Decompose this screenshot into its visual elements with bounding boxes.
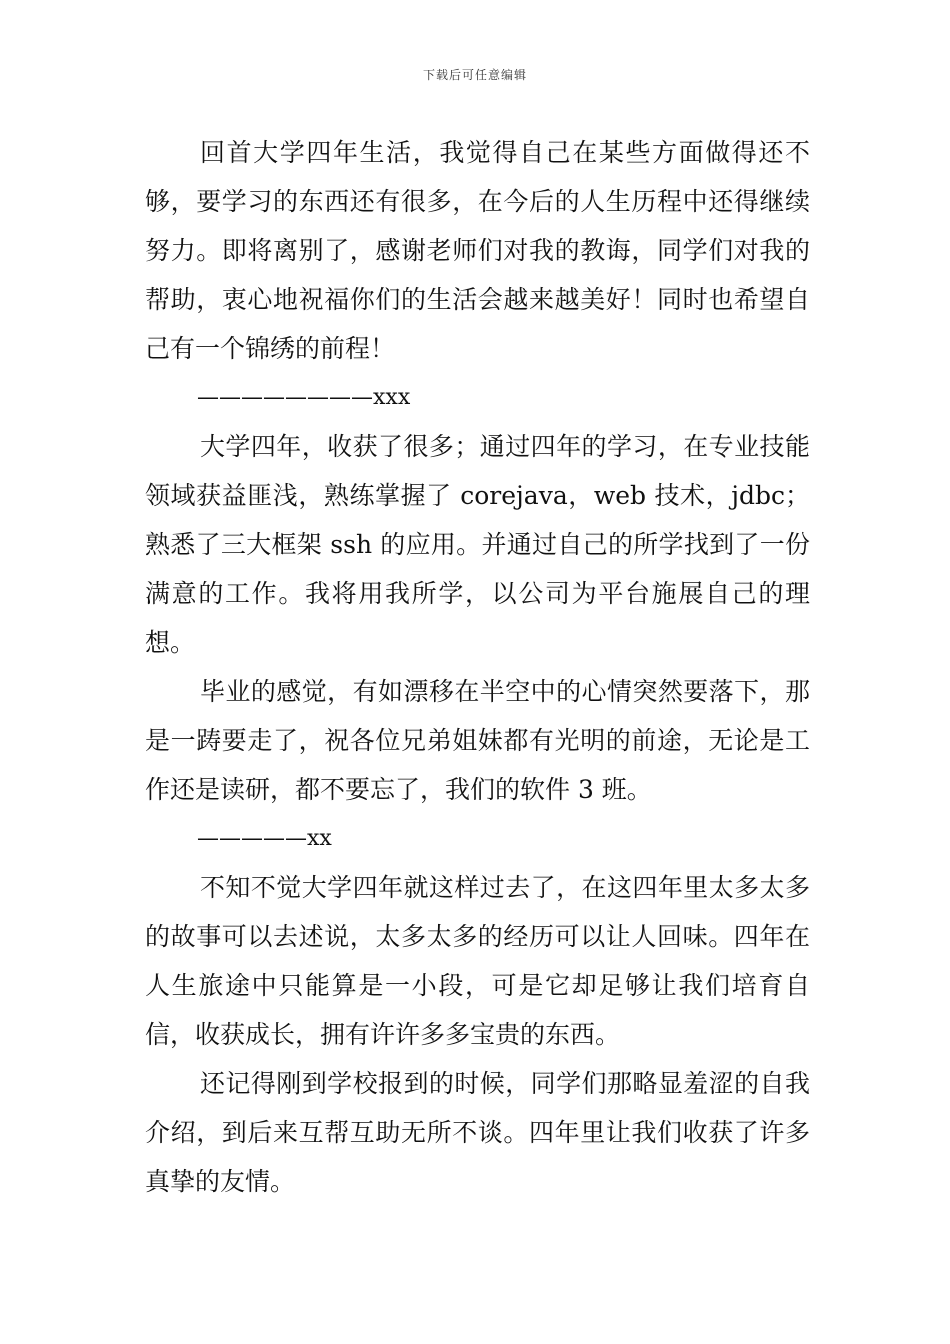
- signature-xx: —————xx: [197, 826, 332, 851]
- page-header: 下载后可任意编辑: [422, 68, 527, 82]
- paragraph-four-years: 不知不觉大学四年就这样过去了，在这四年里太多太多的故事可以去述说，太多太多的经历可以让人回味。四年在人生旅途中只能算是一小段，可是它却足够让我们培育自信，收获成长，拥有许许多多宝贵的东西。: [145, 873, 810, 1049]
- paragraph-graduation-feeling: 毕业的感觉，有如漂移在半空中的心情突然要落下，那是一踌要走了，祝各位兄弟姐妹都有光明的前途，无论是工作还是读研，都不要忘了，我们的软件 3 班。: [145, 677, 810, 804]
- paragraph-harvest: 大学四年，收获了很多；通过四年的学习，在专业技能领域获益匪浅，熟练掌握了 corejava，web 技术，jdbc；熟悉了三大框架 ssh 的应用。并通过自己的所学找到了一份满意的工作。我将用我所学，以公司为平台施展自己的理想。: [145, 432, 810, 657]
- document-body: [145, 128, 810, 1206]
- paragraph-friendship: 还记得刚到学校报到的时候，同学们那略显羞涩的自我介绍，到后来互帮互助无所不谈。四年里让我们收获了许多真挚的友情。: [145, 1069, 810, 1196]
- signature-xxx: ————————xxx: [197, 385, 411, 410]
- paragraph-reflection: 回首大学四年生活，我觉得自己在某些方面做得还不够，要学习的东西还有很多，在今后的人生历程中还得继续努力。即将离别了，感谢老师们对我的教诲，同学们对我的帮助，衷心地祝福你们的生活会越来越美好！同时也希望自己有一个锦绣的前程！: [145, 138, 810, 363]
